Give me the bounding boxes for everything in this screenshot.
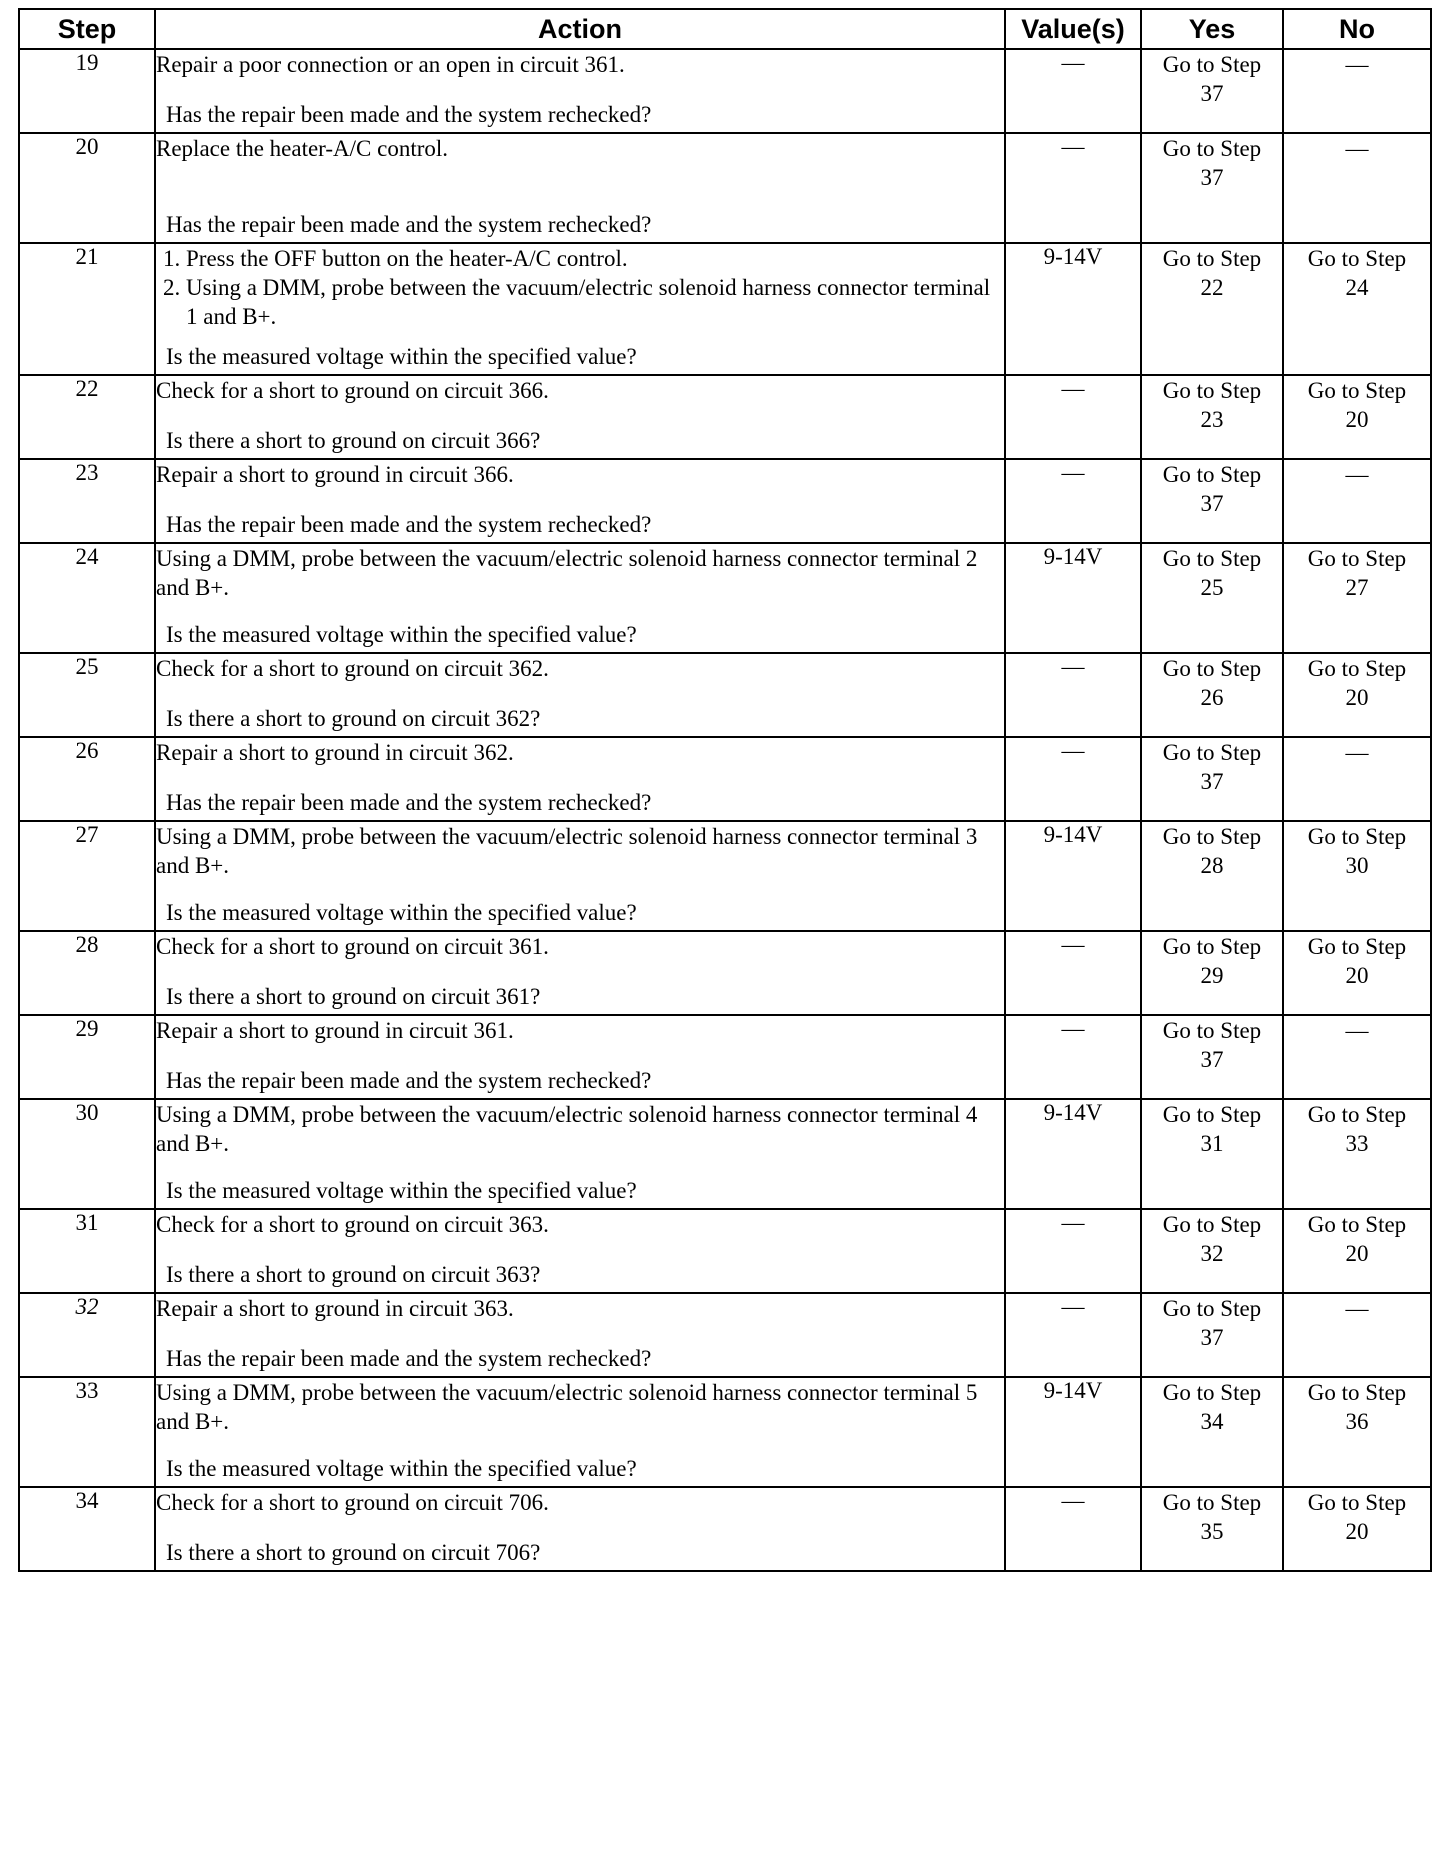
no-target-step: 20 bbox=[1345, 685, 1369, 710]
value-cell: — bbox=[1005, 459, 1141, 543]
action-cell bbox=[155, 543, 1005, 653]
action-question: Is there a short to ground on circuit 363? bbox=[166, 1262, 541, 1287]
no-target-step: 20 bbox=[1345, 1241, 1369, 1266]
action-question: Is the measured voltage within the specified value? bbox=[166, 1456, 637, 1481]
action-instruction: Using a DMM, probe between the vacuum/electric solenoid harness connector terminal 4 and B+. bbox=[156, 1102, 978, 1156]
yes-target-step: 34 bbox=[1200, 1409, 1224, 1434]
action-instruction: Check for a short to ground on circuit 706. bbox=[156, 1490, 549, 1515]
no-cell bbox=[1283, 375, 1431, 459]
action-cell bbox=[155, 1487, 1005, 1571]
action-cell bbox=[155, 653, 1005, 737]
no-target-step: 30 bbox=[1345, 853, 1369, 878]
yes-target-step: 32 bbox=[1200, 1241, 1224, 1266]
yes-goto-label: Go to Step bbox=[1162, 1018, 1262, 1043]
no-goto-label: Go to Step bbox=[1307, 546, 1407, 571]
action-step-item: 2. Using a DMM, probe between the vacuum/electric solenoid harness connector terminal 1 and B+. bbox=[186, 273, 1004, 331]
action-cell bbox=[155, 1015, 1005, 1099]
yes-target-step: 37 bbox=[1200, 491, 1224, 516]
action-instruction: Repair a poor connection or an open in circuit 361. bbox=[156, 52, 625, 77]
action-question: Is there a short to ground on circuit 706? bbox=[166, 1540, 541, 1565]
no-cell bbox=[1283, 653, 1431, 737]
no-goto-label: Go to Step bbox=[1307, 1212, 1407, 1237]
yes-target-step: 23 bbox=[1200, 407, 1224, 432]
header-values: Value(s) bbox=[1005, 9, 1141, 49]
action-cell bbox=[155, 1099, 1005, 1209]
table-row bbox=[19, 1015, 1431, 1099]
step-number-cell: 29 bbox=[19, 1015, 155, 1099]
action-question: Has the repair been made and the system rechecked? bbox=[166, 1068, 652, 1093]
yes-cell bbox=[1141, 459, 1283, 543]
yes-cell bbox=[1141, 375, 1283, 459]
step-number-cell: 20 bbox=[19, 133, 155, 243]
action-instruction: Repair a short to ground in circuit 363. bbox=[156, 1296, 514, 1321]
value-cell: 9-14V bbox=[1005, 1377, 1141, 1487]
table-row bbox=[19, 375, 1431, 459]
value-cell: 9-14V bbox=[1005, 243, 1141, 375]
no-none: — bbox=[1345, 1296, 1369, 1321]
yes-target-step: 37 bbox=[1200, 1325, 1224, 1350]
yes-target-step: 25 bbox=[1200, 575, 1224, 600]
yes-cell bbox=[1141, 821, 1283, 931]
yes-goto-label: Go to Step bbox=[1162, 1490, 1262, 1515]
no-cell bbox=[1283, 133, 1431, 243]
no-none: — bbox=[1345, 52, 1369, 77]
no-cell bbox=[1283, 543, 1431, 653]
action-cell bbox=[155, 821, 1005, 931]
action-instruction: Check for a short to ground on circuit 362. bbox=[156, 656, 549, 681]
value-cell: 9-14V bbox=[1005, 1099, 1141, 1209]
step-number-cell: 34 bbox=[19, 1487, 155, 1571]
yes-goto-label: Go to Step bbox=[1162, 52, 1262, 77]
table-row bbox=[19, 737, 1431, 821]
yes-cell bbox=[1141, 737, 1283, 821]
action-question: Has the repair been made and the system rechecked? bbox=[166, 212, 652, 237]
action-cell bbox=[155, 1293, 1005, 1377]
no-target-step: 20 bbox=[1345, 407, 1369, 432]
yes-cell bbox=[1141, 133, 1283, 243]
yes-cell bbox=[1141, 653, 1283, 737]
no-goto-label: Go to Step bbox=[1307, 246, 1407, 271]
action-cell bbox=[155, 1377, 1005, 1487]
table-header-row bbox=[19, 9, 1431, 49]
header-yes: Yes bbox=[1141, 9, 1283, 49]
action-cell bbox=[155, 1209, 1005, 1293]
table-row bbox=[19, 653, 1431, 737]
yes-target-step: 28 bbox=[1200, 853, 1224, 878]
yes-goto-label: Go to Step bbox=[1162, 462, 1262, 487]
yes-goto-label: Go to Step bbox=[1162, 824, 1262, 849]
table-row bbox=[19, 1099, 1431, 1209]
header-no: No bbox=[1283, 9, 1431, 49]
value-cell: 9-14V bbox=[1005, 821, 1141, 931]
table-row bbox=[19, 931, 1431, 1015]
action-instruction: Using a DMM, probe between the vacuum/electric solenoid harness connector terminal 2 and B+. bbox=[156, 546, 978, 600]
table-row bbox=[19, 1209, 1431, 1293]
yes-target-step: 37 bbox=[1200, 769, 1224, 794]
action-question: Is the measured voltage within the specified value? bbox=[166, 900, 637, 925]
action-instruction: Using a DMM, probe between the vacuum/electric solenoid harness connector terminal 3 and B+. bbox=[156, 824, 978, 878]
table-row bbox=[19, 243, 1431, 375]
table-row bbox=[19, 1377, 1431, 1487]
value-cell: — bbox=[1005, 49, 1141, 133]
value-cell: — bbox=[1005, 133, 1141, 243]
action-question: Has the repair been made and the system rechecked? bbox=[166, 512, 652, 537]
action-step-item: 1. Press the OFF button on the heater-A/C control. bbox=[186, 244, 1004, 273]
yes-goto-label: Go to Step bbox=[1162, 136, 1262, 161]
action-cell bbox=[155, 459, 1005, 543]
step-number-cell: 19 bbox=[19, 49, 155, 133]
no-cell bbox=[1283, 821, 1431, 931]
no-none: — bbox=[1345, 462, 1369, 487]
yes-goto-label: Go to Step bbox=[1162, 1102, 1262, 1127]
no-cell bbox=[1283, 243, 1431, 375]
yes-goto-label: Go to Step bbox=[1162, 1212, 1262, 1237]
no-goto-label: Go to Step bbox=[1307, 1102, 1407, 1127]
action-instruction: Repair a short to ground in circuit 366. bbox=[156, 462, 514, 487]
action-cell bbox=[155, 931, 1005, 1015]
no-target-step: 24 bbox=[1345, 275, 1369, 300]
diagnostic-table bbox=[18, 8, 1432, 1572]
no-goto-label: Go to Step bbox=[1307, 824, 1407, 849]
table-row bbox=[19, 1293, 1431, 1377]
yes-target-step: 26 bbox=[1200, 685, 1224, 710]
yes-goto-label: Go to Step bbox=[1162, 656, 1262, 681]
action-question: Has the repair been made and the system rechecked? bbox=[166, 1346, 652, 1371]
value-cell: — bbox=[1005, 1015, 1141, 1099]
no-cell bbox=[1283, 1015, 1431, 1099]
value-cell: 9-14V bbox=[1005, 543, 1141, 653]
header-step: Step bbox=[19, 9, 155, 49]
value-cell: — bbox=[1005, 1293, 1141, 1377]
no-none: — bbox=[1345, 136, 1369, 161]
no-target-step: 33 bbox=[1345, 1131, 1369, 1156]
action-steps-list bbox=[156, 244, 1004, 331]
yes-goto-label: Go to Step bbox=[1162, 546, 1262, 571]
action-instruction: Repair a short to ground in circuit 361. bbox=[156, 1018, 514, 1043]
action-instruction: Check for a short to ground on circuit 363. bbox=[156, 1212, 549, 1237]
yes-cell bbox=[1141, 243, 1283, 375]
yes-cell bbox=[1141, 931, 1283, 1015]
action-cell bbox=[155, 133, 1005, 243]
table-body bbox=[19, 49, 1431, 1571]
action-question: Is the measured voltage within the specified value? bbox=[166, 344, 637, 369]
no-target-step: 27 bbox=[1345, 575, 1369, 600]
step-number-cell: 28 bbox=[19, 931, 155, 1015]
no-goto-label: Go to Step bbox=[1307, 378, 1407, 403]
table-row bbox=[19, 543, 1431, 653]
no-none: — bbox=[1345, 740, 1369, 765]
yes-cell bbox=[1141, 1209, 1283, 1293]
action-instruction: Using a DMM, probe between the vacuum/electric solenoid harness connector terminal 5 and B+. bbox=[156, 1380, 978, 1434]
action-instruction: Check for a short to ground on circuit 361. bbox=[156, 934, 549, 959]
no-cell bbox=[1283, 1293, 1431, 1377]
step-number-cell: 26 bbox=[19, 737, 155, 821]
action-instruction: Replace the heater-A/C control. bbox=[156, 136, 449, 161]
no-goto-label: Go to Step bbox=[1307, 1490, 1407, 1515]
yes-goto-label: Go to Step bbox=[1162, 246, 1262, 271]
action-question: Is the measured voltage within the specified value? bbox=[166, 622, 637, 647]
yes-goto-label: Go to Step bbox=[1162, 934, 1262, 959]
no-goto-label: Go to Step bbox=[1307, 656, 1407, 681]
step-number-cell: 33 bbox=[19, 1377, 155, 1487]
action-question: Is there a short to ground on circuit 366? bbox=[166, 428, 541, 453]
yes-cell bbox=[1141, 1099, 1283, 1209]
no-cell bbox=[1283, 1377, 1431, 1487]
value-cell: — bbox=[1005, 931, 1141, 1015]
yes-goto-label: Go to Step bbox=[1162, 378, 1262, 403]
no-target-step: 20 bbox=[1345, 1519, 1369, 1544]
value-cell: — bbox=[1005, 1487, 1141, 1571]
yes-target-step: 22 bbox=[1200, 275, 1224, 300]
action-question: Has the repair been made and the system rechecked? bbox=[166, 102, 652, 127]
yes-target-step: 37 bbox=[1200, 1047, 1224, 1072]
no-cell bbox=[1283, 1209, 1431, 1293]
no-goto-label: Go to Step bbox=[1307, 1380, 1407, 1405]
no-goto-label: Go to Step bbox=[1307, 934, 1407, 959]
table-row bbox=[19, 459, 1431, 543]
action-question: Is there a short to ground on circuit 362? bbox=[166, 706, 541, 731]
yes-cell bbox=[1141, 1377, 1283, 1487]
step-number-cell: 24 bbox=[19, 543, 155, 653]
yes-target-step: 29 bbox=[1200, 963, 1224, 988]
action-cell bbox=[155, 49, 1005, 133]
no-target-step: 20 bbox=[1345, 963, 1369, 988]
action-question: Is the measured voltage within the specified value? bbox=[166, 1178, 637, 1203]
step-number-cell: 23 bbox=[19, 459, 155, 543]
diagnostic-table-page bbox=[18, 8, 1430, 1572]
action-cell bbox=[155, 243, 1005, 375]
table-row bbox=[19, 821, 1431, 931]
yes-target-step: 35 bbox=[1200, 1519, 1224, 1544]
yes-goto-label: Go to Step bbox=[1162, 740, 1262, 765]
step-number-cell: 25 bbox=[19, 653, 155, 737]
action-cell bbox=[155, 375, 1005, 459]
yes-goto-label: Go to Step bbox=[1162, 1380, 1262, 1405]
no-cell bbox=[1283, 459, 1431, 543]
yes-cell bbox=[1141, 1293, 1283, 1377]
yes-target-step: 37 bbox=[1200, 81, 1224, 106]
action-question: Is there a short to ground on circuit 361? bbox=[166, 984, 541, 1009]
no-cell bbox=[1283, 931, 1431, 1015]
value-cell: — bbox=[1005, 375, 1141, 459]
step-number-cell: 32 bbox=[19, 1293, 155, 1377]
step-number-cell: 21 bbox=[19, 243, 155, 375]
yes-cell bbox=[1141, 1487, 1283, 1571]
action-instruction: Check for a short to ground on circuit 366. bbox=[156, 378, 549, 403]
value-cell: — bbox=[1005, 737, 1141, 821]
header-action: Action bbox=[155, 9, 1005, 49]
yes-goto-label: Go to Step bbox=[1162, 1296, 1262, 1321]
no-cell bbox=[1283, 737, 1431, 821]
action-question: Has the repair been made and the system rechecked? bbox=[166, 790, 652, 815]
table-row bbox=[19, 49, 1431, 133]
value-cell: — bbox=[1005, 653, 1141, 737]
step-number-cell: 27 bbox=[19, 821, 155, 931]
step-number-cell: 22 bbox=[19, 375, 155, 459]
no-target-step: 36 bbox=[1345, 1409, 1369, 1434]
no-cell bbox=[1283, 1099, 1431, 1209]
no-none: — bbox=[1345, 1018, 1369, 1043]
yes-cell bbox=[1141, 49, 1283, 133]
table-row bbox=[19, 1487, 1431, 1571]
yes-cell bbox=[1141, 543, 1283, 653]
value-cell: — bbox=[1005, 1209, 1141, 1293]
action-instruction: Repair a short to ground in circuit 362. bbox=[156, 740, 514, 765]
step-number-cell: 31 bbox=[19, 1209, 155, 1293]
action-cell bbox=[155, 737, 1005, 821]
no-cell bbox=[1283, 1487, 1431, 1571]
yes-target-step: 37 bbox=[1200, 165, 1224, 190]
yes-target-step: 31 bbox=[1200, 1131, 1224, 1156]
step-number-cell: 30 bbox=[19, 1099, 155, 1209]
no-cell bbox=[1283, 49, 1431, 133]
table-row bbox=[19, 133, 1431, 243]
yes-cell bbox=[1141, 1015, 1283, 1099]
